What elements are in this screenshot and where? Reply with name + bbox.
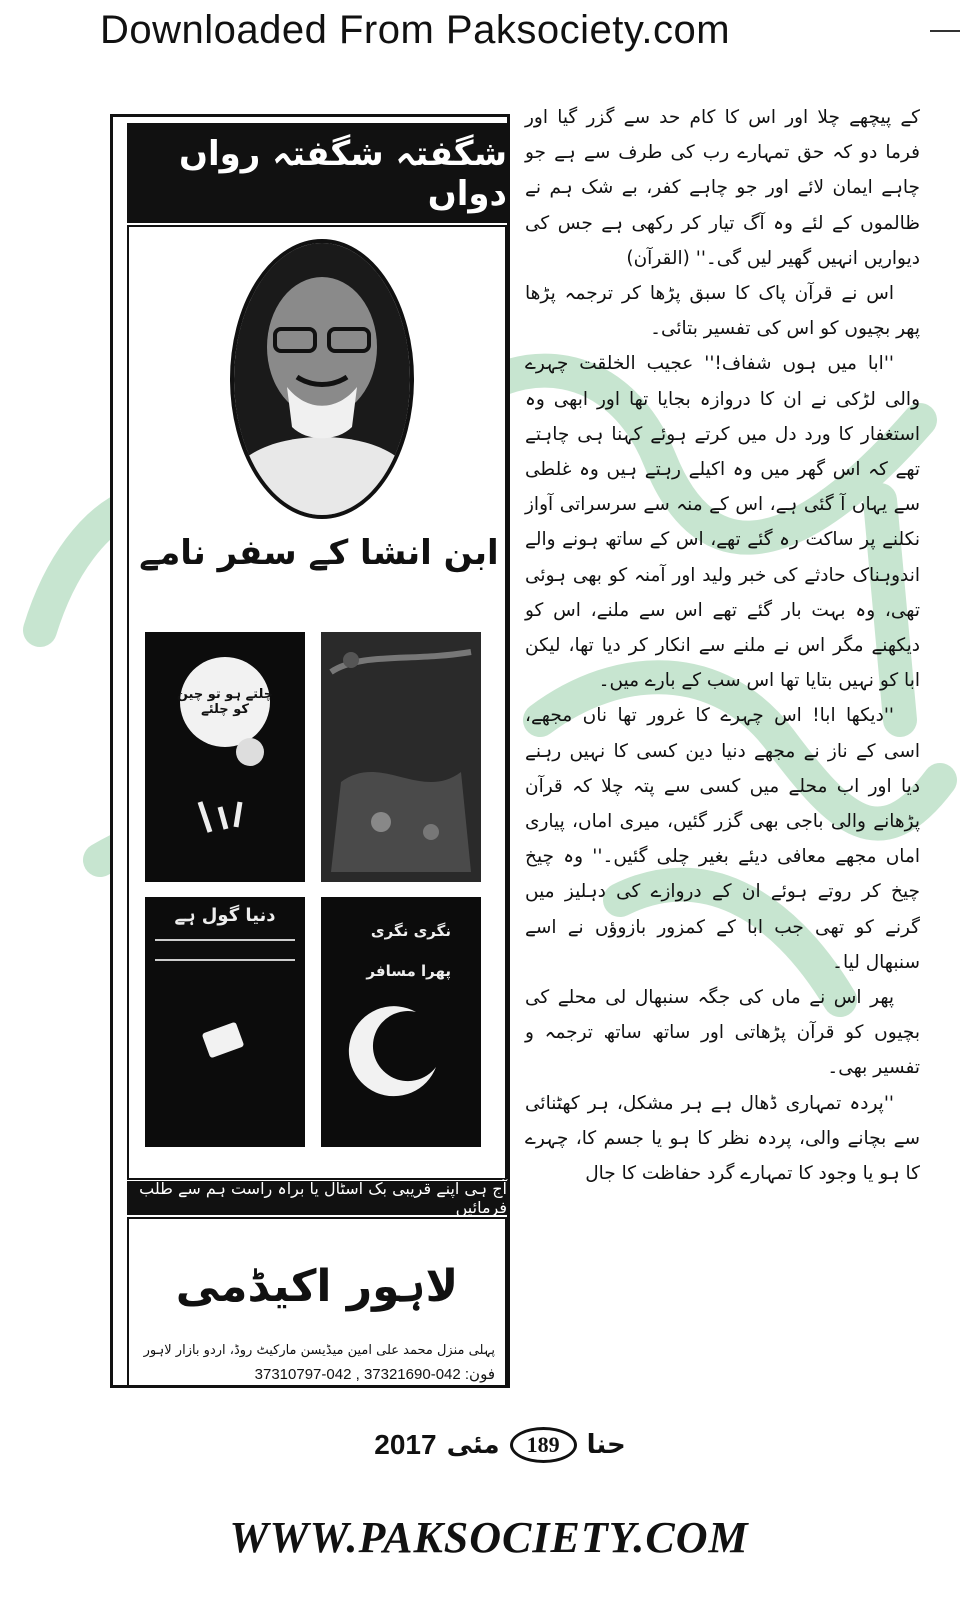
ad-content-frame: [127, 225, 507, 1180]
publisher-address: پہلی منزل محمد علی امین میڈیسن مارکیٹ روڈ، اردو بازار لاہور: [143, 1343, 495, 1358]
download-source-header: Downloaded From Paksociety.com: [100, 8, 731, 52]
article-paragraph: پھر اس نے ماں کی جگہ سنبھال لی محلے کی بچیوں کو قرآن پڑھاتی اور ساتھ ساتھ ترجمہ و تفسیر بھی۔: [525, 987, 920, 1079]
article-paragraph: اس نے قرآن پاک کا سبق پڑھا کر ترجمہ پڑھا پھر بچیوں کو اس کی تفسیر بتائی۔: [525, 283, 920, 340]
page-number: 189: [510, 1427, 577, 1463]
book-cover-aawara-gard: [321, 632, 481, 882]
header-rule: [930, 30, 960, 32]
article-paragraph: کے پیچھے چلا اور اس کا کام حد سے گزر گیا اور فرما دو کہ حق تمہارے رب کی طرف سے ہے جو چاہے ایمان لائے اور جو چاہے کفر، بے شک ہم نے ظالموں کے لئے وہ آگ تیار کر رکھی ہے جس کی دیواریں انہیں گھیر لیں گی۔'' (القرآن): [525, 107, 920, 269]
book-cover-chalte-ho-to-chin: [145, 632, 305, 882]
book-advertisement: [110, 114, 510, 1388]
cover-title: دنیا گول ہے: [174, 905, 276, 926]
cover-title: چلتے ہو تو چین کو چلئے: [176, 687, 274, 717]
issue-month: مئی: [446, 1430, 500, 1460]
magazine-name: حنا: [586, 1430, 626, 1460]
cover-title: نگری نگری پھرا مسافر: [366, 922, 451, 980]
publisher-box: [127, 1217, 507, 1387]
footer-url: WWW.PAKSOCIETY.COM: [229, 1513, 749, 1562]
author-portrait: [227, 237, 417, 522]
publisher-name: لاہور اکیڈمی: [175, 1261, 459, 1312]
article-column: [525, 100, 920, 1191]
article-paragraph: ''دیکھا ابا! اس چہرے کا غرور تھا ناں مجھے، اسی کے ناز نے مجھے دنیا دین کسی کا نہیں رہنے دیا اور اب محلے میں کسی سے پتہ چلا کہ قرآن پڑھانے والی باجی بھی گزر گئیں، میری اماں، پیاری اماں مجھے معافی دیئے بغیر چلی گئیں۔'' وہ چیخ چیخ کر روتے ہوئے ان کے دروازے کی دہلیز میں گرنے کو تھی جب ابا کے کمزور بازوؤں نے اسے سنبھال لیا۔: [525, 705, 920, 973]
page-folio: [350, 1420, 650, 1470]
publisher-phone: فون: 042-37321690 , 042-37310797: [254, 1366, 495, 1383]
book-cover-nagri-nagri: [321, 897, 481, 1147]
article-paragraph: ''ابا میں ہوں شفاف!'' عجیب الخلقت چہرے والی لڑکی نے ان کا دروازہ بجایا تھا اور ابھی وہ استغفار کا ورد دل میں کرتے ہوئے کہنا ہی چاہتے تھے کہ اس گھر میں وہ اکیلے رہتے ہیں وہ غلطی سے یہاں آ گئی ہے، اس کے منہ سے سرسراتی آواز نکلنے پر ساکت رہ گئے تھے، اس کے ساتھ ہونے والے اندوہناک حادثے کی خبر ولید اور آمنہ کو بھی ہوئی تھی، وہ بہت بار گئے تھے اس سے ملنے، اس کو دیکھنے مگر اس نے ملنے سے انکار کر دیا تھا، لیکن ابا کو نہیں بتایا تھا اس سب کے بارے میں۔: [525, 353, 920, 692]
book-cover-duniya-gol-hai: [145, 897, 305, 1147]
ad-title: شگفتہ شگفتہ رواں دواں: [127, 123, 507, 223]
issue-year: 2017: [374, 1429, 437, 1460]
article-paragraph: ''پردہ تمہاری ڈھال ہے ہر مشکل، ہر کھٹنائی سے بچانے والی، پردہ نظر کا ہو یا جسم کا، چہرے کا ہو یا وجود کا تمہارے گرد حفاظت کا جال: [525, 1092, 920, 1185]
ad-subtitle: ابن انشا کے سفر نامے: [139, 533, 499, 573]
order-instruction: آج ہی اپنے قریبی بک اسٹال یا براہ راست ہم سے طلب فرمائیں: [127, 1181, 507, 1215]
